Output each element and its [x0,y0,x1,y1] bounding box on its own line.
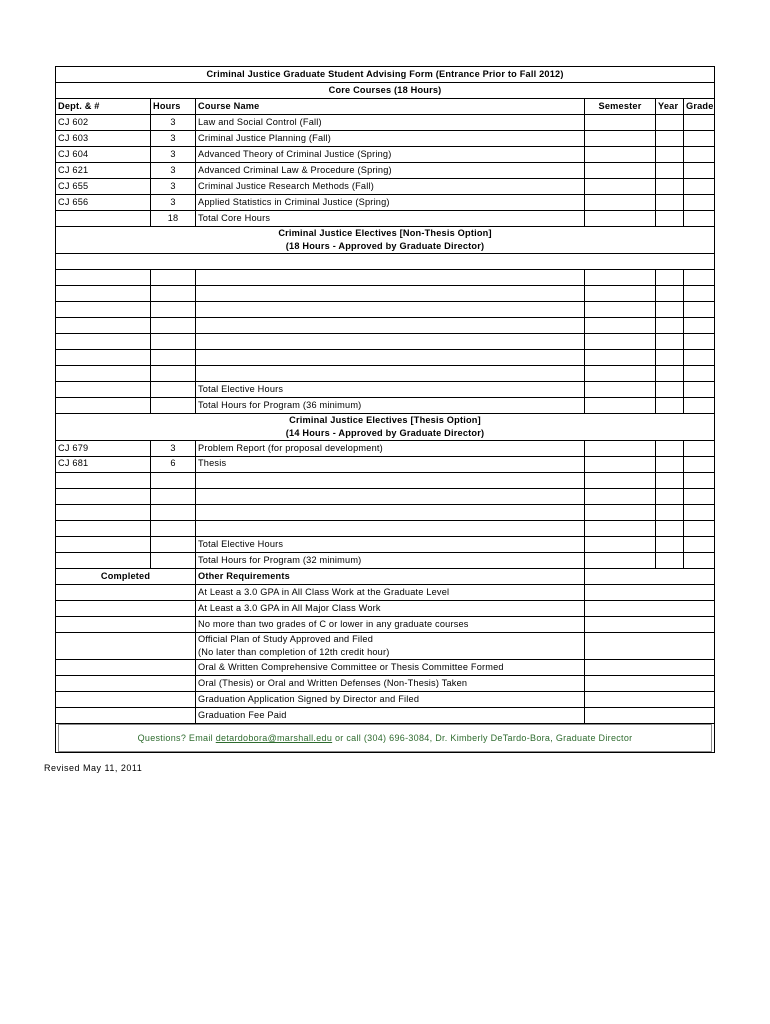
grade-cell[interactable] [684,441,715,457]
contact-prefix: Questions? Email [137,733,216,743]
grade-cell[interactable] [684,473,715,489]
core-total-row [56,211,715,227]
course-name-cell[interactable] [196,318,585,334]
course-name-cell: Criminal Justice Planning (Fall) [196,131,585,147]
semester-cell[interactable] [585,302,656,318]
grade-cell[interactable] [684,457,715,473]
contact-footer [58,724,712,752]
nonthesis-total-elective-label: Total Elective Hours [196,382,585,398]
nonthesis-total-program-row [56,398,715,414]
course-name-cell[interactable] [196,350,585,366]
elective-entry-row [56,334,715,350]
requirement-completed-cell[interactable] [56,708,196,724]
dept-cell[interactable] [56,302,151,318]
requirement-completed-cell[interactable] [56,676,196,692]
course-name-cell: Criminal Justice Research Methods (Fall) [196,179,585,195]
grade-cell[interactable] [684,147,715,163]
core-course-row [56,179,715,195]
hours-cell[interactable] [151,366,196,382]
core-total-hours: 18 [151,211,196,227]
requirement-row [56,585,715,601]
elective-entry-row [56,350,715,366]
thesis-total-elective-row [56,537,715,553]
thesis-entry-row [56,521,715,537]
semester-cell[interactable] [585,318,656,334]
nonthesis-total-program-label: Total Hours for Program (36 minimum) [196,398,585,414]
semester-cell[interactable] [585,350,656,366]
core-course-row [56,131,715,147]
requirement-text: At Least a 3.0 GPA in All Class Work at the Graduate Level [196,585,585,601]
course-name-cell: Advanced Criminal Law & Procedure (Spring) [196,163,585,179]
requirement-row [56,601,715,617]
semester-cell[interactable] [585,286,656,302]
thesis-course-row [56,457,715,473]
dept-cell: CJ 602 [56,115,151,131]
year-cell[interactable] [656,441,684,457]
course-name-cell: Applied Statistics in Criminal Justice (Spring) [196,195,585,211]
thesis-heading-line2: (14 Hours - Approved by Graduate Director) [285,428,485,438]
requirement-text: Oral & Written Comprehensive Committee or Thesis Committee Formed [196,660,585,676]
year-cell[interactable] [656,334,684,350]
dept-cell[interactable] [56,473,151,489]
hours-cell[interactable] [151,286,196,302]
semester-cell[interactable] [585,441,656,457]
grade-cell[interactable] [684,302,715,318]
dept-cell: CJ 681 [56,457,151,473]
semester-cell[interactable] [585,473,656,489]
year-cell[interactable] [656,286,684,302]
grade-cell[interactable] [684,505,715,521]
hours-cell: 3 [151,163,196,179]
hours-cell[interactable] [151,318,196,334]
semester-cell[interactable] [585,270,656,286]
semester-cell[interactable] [585,115,656,131]
requirement-row [56,617,715,633]
advising-form-table [55,66,715,753]
hours-cell[interactable] [151,489,196,505]
grade-cell[interactable] [684,179,715,195]
spacer-row [56,254,715,270]
elective-entry-row [56,366,715,382]
grade-cell[interactable] [684,131,715,147]
nonthesis-heading-line1: Criminal Justice Electives [Non-Thesis Option] [278,228,492,238]
core-courses-heading: Core Courses (18 Hours) [56,83,715,99]
completed-label: Completed [56,569,196,585]
requirement-text: No more than two grades of C or lower in any graduate courses [196,617,585,633]
thesis-total-program-label: Total Hours for Program (32 minimum) [196,553,585,569]
dept-cell[interactable] [56,334,151,350]
semester-cell[interactable] [585,179,656,195]
semester-header: Semester [585,99,656,115]
dept-cell[interactable] [56,521,151,537]
requirement-text: At Least a 3.0 GPA in All Major Class Work [196,601,585,617]
nonthesis-electives-heading [56,227,715,254]
course-name-cell[interactable] [196,270,585,286]
elective-entry-row [56,270,715,286]
core-course-row [56,163,715,179]
grade-header: Grade [684,99,715,115]
year-cell[interactable] [656,147,684,163]
requirement-text-line1: Official Plan of Study Approved and Filed [198,634,374,644]
requirement-completed-cell[interactable] [56,660,196,676]
hours-cell: 3 [151,131,196,147]
dept-header: Dept. & # [56,99,151,115]
dept-cell: CJ 604 [56,147,151,163]
course-name-cell: Thesis [196,457,585,473]
grade-cell[interactable] [684,334,715,350]
hours-cell[interactable] [151,505,196,521]
core-total-label: Total Core Hours [196,211,585,227]
thesis-total-program-row [56,553,715,569]
grade-cell[interactable] [684,366,715,382]
semester-cell[interactable] [585,131,656,147]
hours-cell[interactable] [151,521,196,537]
elective-entry-row [56,318,715,334]
requirement-completed-cell[interactable] [56,585,196,601]
year-cell[interactable] [656,195,684,211]
semester-cell[interactable] [585,334,656,350]
semester-cell[interactable] [585,147,656,163]
hours-cell: 6 [151,457,196,473]
hours-cell: 3 [151,115,196,131]
year-cell[interactable] [656,115,684,131]
year-cell[interactable] [656,505,684,521]
dept-cell: CJ 603 [56,131,151,147]
thesis-entry-row [56,489,715,505]
grade-cell[interactable] [684,318,715,334]
dept-cell: CJ 621 [56,163,151,179]
hours-cell: 3 [151,441,196,457]
requirement-completed-cell[interactable] [56,692,196,708]
year-cell[interactable] [656,179,684,195]
dept-cell[interactable] [56,270,151,286]
course-name-cell: Problem Report (for proposal development) [196,441,585,457]
elective-entry-row [56,302,715,318]
contact-email-link[interactable]: detardobora@marshall.edu [215,733,333,743]
year-header: Year [656,99,684,115]
semester-cell[interactable] [585,366,656,382]
column-header-row [56,99,715,115]
year-cell[interactable] [656,318,684,334]
grade-cell[interactable] [684,521,715,537]
semester-cell[interactable] [585,163,656,179]
course-name-cell[interactable] [196,334,585,350]
nonthesis-total-elective-row [56,382,715,398]
year-cell[interactable] [656,457,684,473]
hours-cell: 3 [151,147,196,163]
year-cell[interactable] [656,521,684,537]
grade-cell[interactable] [684,195,715,211]
grade-cell[interactable] [684,350,715,366]
dept-cell[interactable] [56,366,151,382]
other-requirements-heading: Other Requirements [196,569,585,585]
requirement-text: Oral (Thesis) or Oral and Written Defenses (Non-Thesis) Taken [196,676,585,692]
grade-cell[interactable] [684,115,715,131]
year-cell[interactable] [656,366,684,382]
footer-row [56,724,715,753]
dept-cell: CJ 656 [56,195,151,211]
hours-cell[interactable] [151,334,196,350]
other-requirements-header-row [56,569,715,585]
requirement-row [56,676,715,692]
grade-cell[interactable] [684,286,715,302]
grade-cell[interactable] [684,163,715,179]
hours-cell: 3 [151,179,196,195]
course-name-cell: Advanced Theory of Criminal Justice (Spring) [196,147,585,163]
hours-cell[interactable] [151,302,196,318]
thesis-electives-heading [56,414,715,441]
year-cell[interactable] [656,473,684,489]
semester-cell[interactable] [585,457,656,473]
requirement-completed-cell[interactable] [56,633,196,660]
semester-cell[interactable] [585,489,656,505]
core-course-row [56,115,715,131]
hours-header: Hours [151,99,196,115]
dept-cell: CJ 679 [56,441,151,457]
semester-cell[interactable] [585,195,656,211]
semester-cell[interactable] [585,521,656,537]
thesis-entry-row [56,505,715,521]
thesis-total-elective-label: Total Elective Hours [196,537,585,553]
contact-suffix: or call (304) 696-3084, Dr. Kimberly DeTardo-Bora, Graduate Director [332,733,633,743]
year-cell[interactable] [656,302,684,318]
year-cell[interactable] [656,131,684,147]
core-course-row [56,195,715,211]
requirement-row [56,708,715,724]
requirement-text: Graduation Fee Paid [196,708,585,724]
requirement-completed-cell[interactable] [56,601,196,617]
semester-cell[interactable] [585,505,656,521]
course-name-cell[interactable] [196,366,585,382]
dept-cell[interactable] [56,489,151,505]
grade-cell[interactable] [684,489,715,505]
dept-cell[interactable] [56,505,151,521]
course-name-cell: Law and Social Control (Fall) [196,115,585,131]
grade-cell[interactable] [684,270,715,286]
core-course-row [56,147,715,163]
hours-cell[interactable] [151,473,196,489]
revised-date: Revised May 11, 2011 [44,763,143,773]
course-name-cell[interactable] [196,286,585,302]
year-cell[interactable] [656,350,684,366]
course-name-cell[interactable] [196,521,585,537]
requirement-row [56,633,715,660]
requirement-completed-cell[interactable] [56,617,196,633]
year-cell[interactable] [656,270,684,286]
requirement-text-line2: (No later than completion of 12th credit hour) [198,647,390,657]
year-cell[interactable] [656,489,684,505]
year-cell[interactable] [656,163,684,179]
thesis-heading-line1: Criminal Justice Electives [Thesis Option] [289,415,481,425]
requirement-row [56,692,715,708]
dept-cell[interactable] [56,286,151,302]
form-title: Criminal Justice Graduate Student Advising Form (Entrance Prior to Fall 2012) [56,67,715,83]
course-name-header: Course Name [196,99,585,115]
requirement-text: Graduation Application Signed by Director and Filed [196,692,585,708]
dept-cell[interactable] [56,350,151,366]
thesis-entry-row [56,473,715,489]
elective-entry-row [56,286,715,302]
requirement-text [196,633,585,660]
thesis-course-row [56,441,715,457]
course-name-cell[interactable] [196,505,585,521]
dept-cell: CJ 655 [56,179,151,195]
dept-cell[interactable] [56,318,151,334]
course-name-cell[interactable] [196,489,585,505]
hours-cell: 3 [151,195,196,211]
hours-cell[interactable] [151,350,196,366]
nonthesis-heading-line2: (18 Hours - Approved by Graduate Director) [285,241,485,251]
hours-cell[interactable] [151,270,196,286]
requirement-row [56,660,715,676]
course-name-cell[interactable] [196,473,585,489]
course-name-cell[interactable] [196,302,585,318]
